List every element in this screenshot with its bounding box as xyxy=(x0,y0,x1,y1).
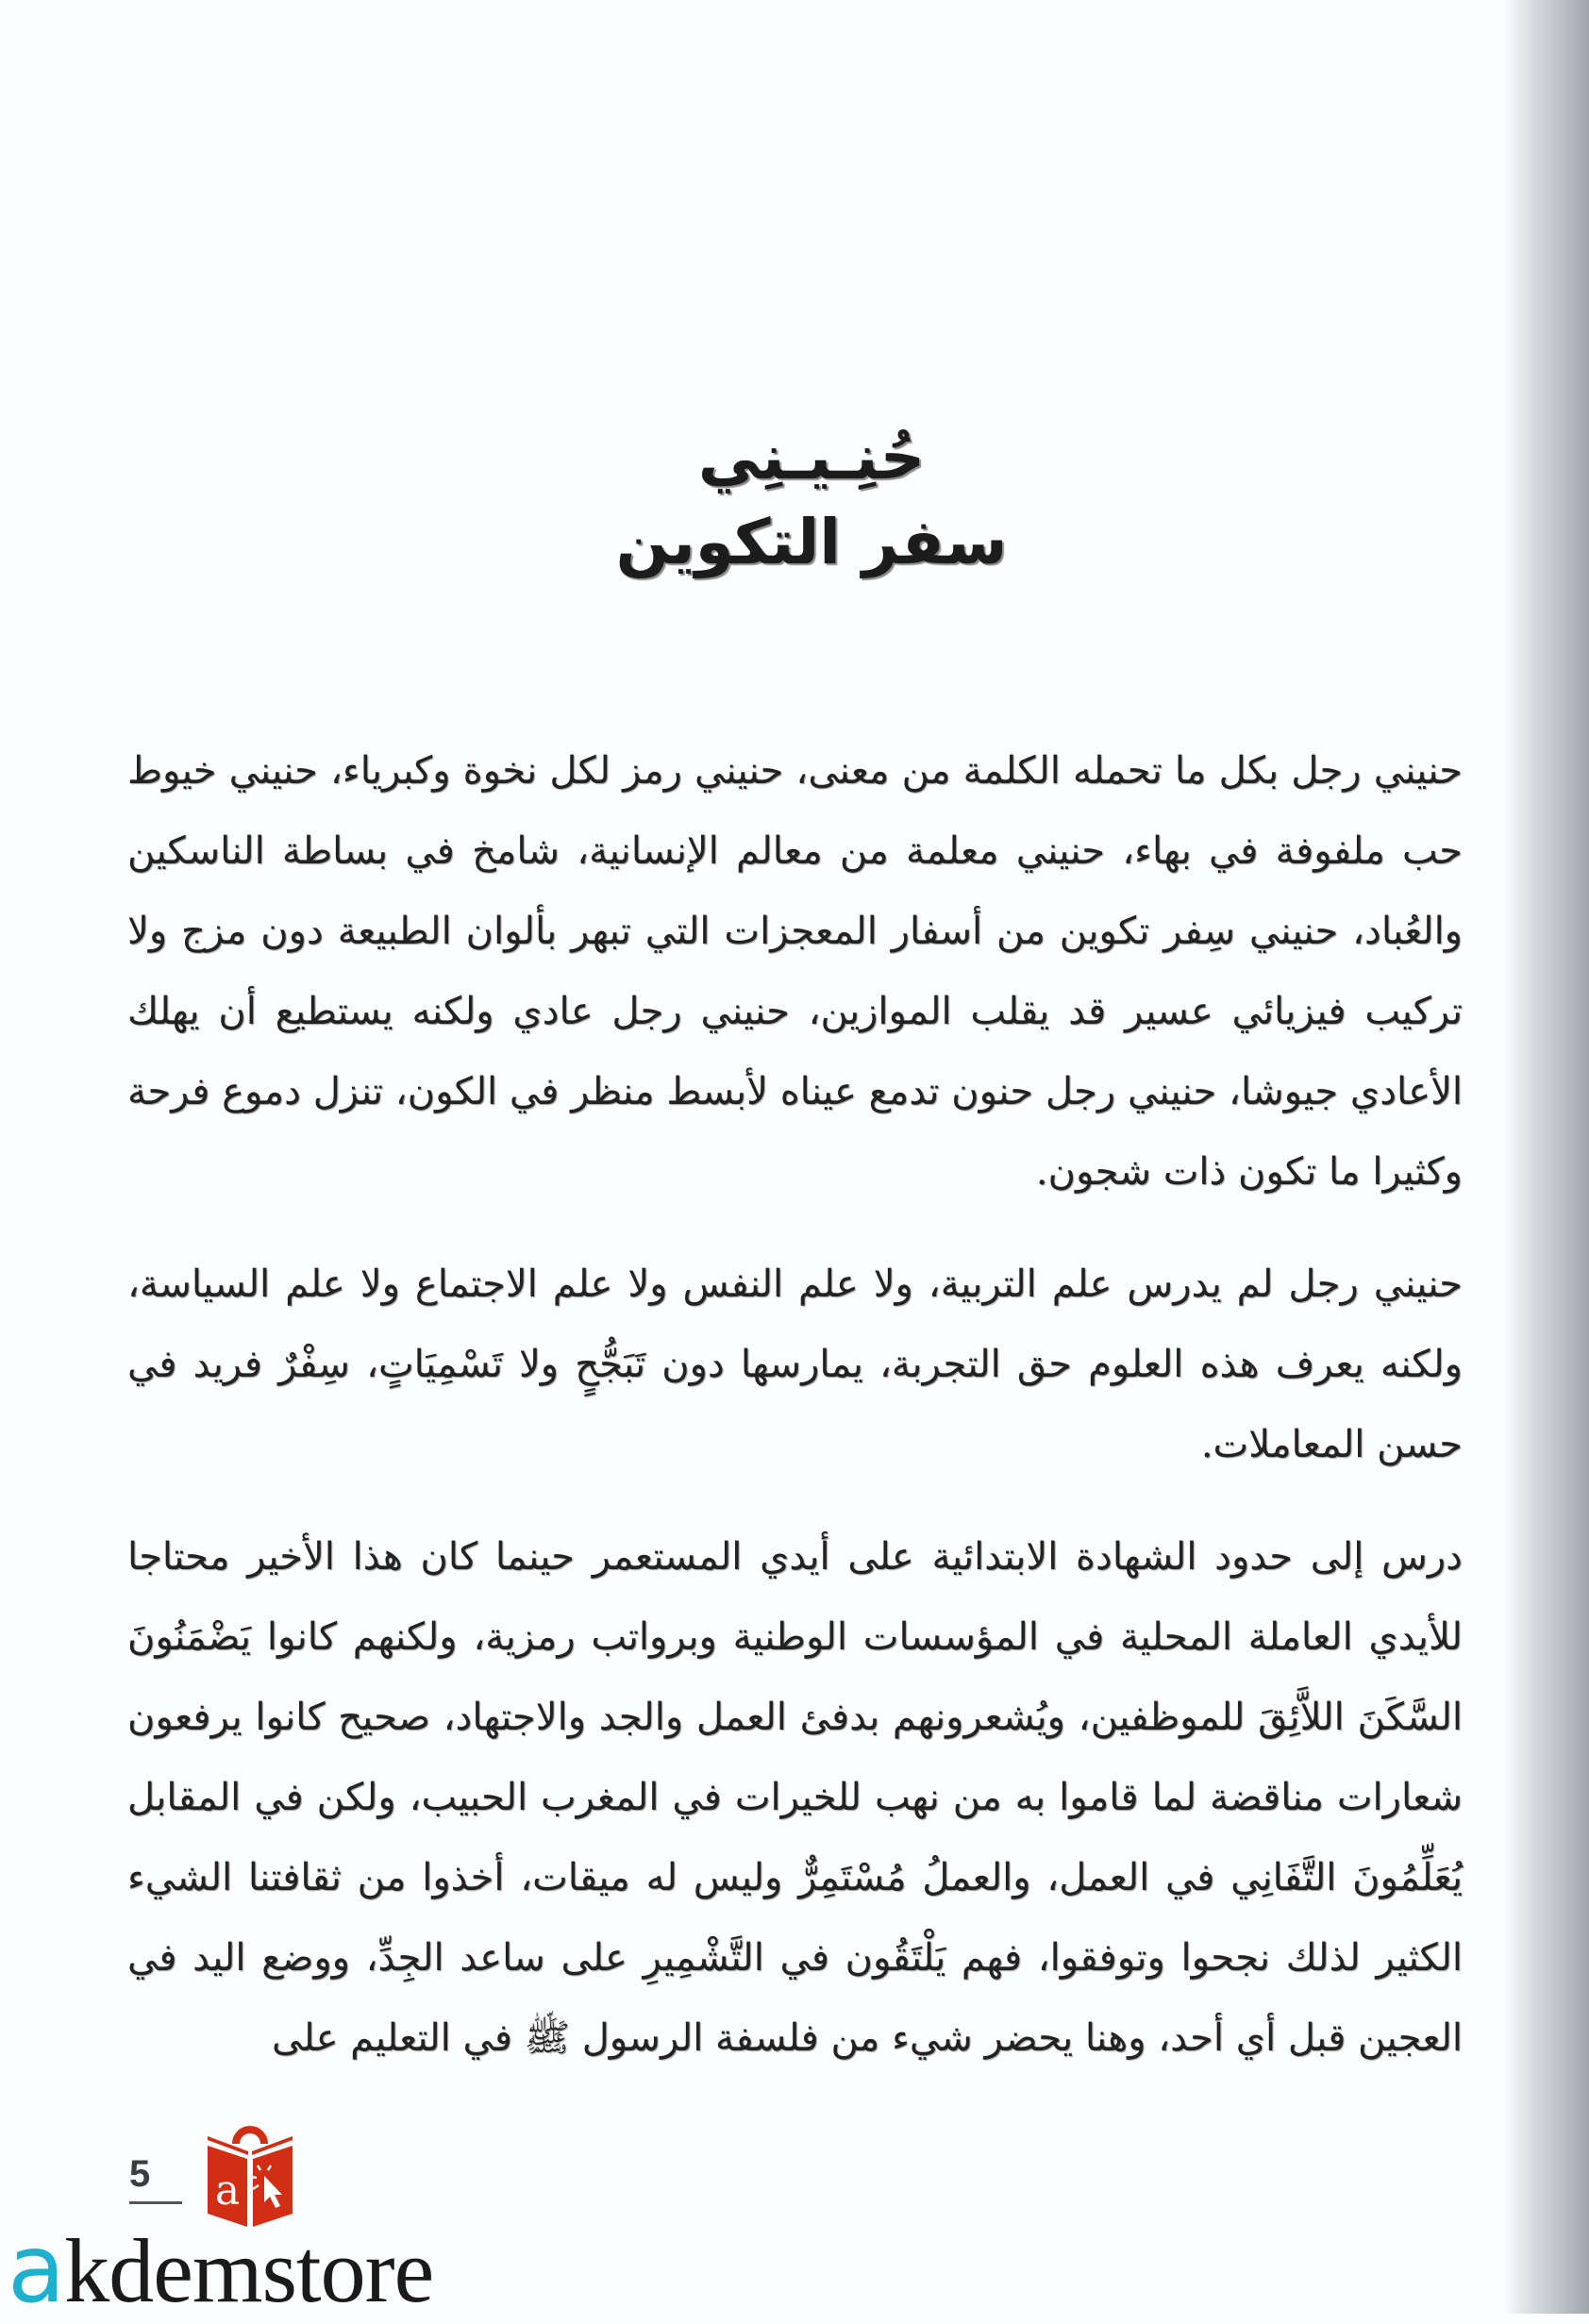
chapter-title xyxy=(547,415,1076,585)
chapter-title-name: حُنِـيـنِي xyxy=(697,421,926,493)
logo-wordmark-rest: kdemstore xyxy=(64,2220,434,2321)
page-number: 5 xyxy=(129,2153,151,2195)
page-binding-shadow xyxy=(1504,0,1589,2314)
paragraph: درس إلى حدود الشهادة الابتدائية على أيدي المستعمر حينما كان هذا الأخير محتاجا للأيدي العاملة المحلية في المؤسسات الوطنية وبرواتب رمزية، ولكنهم كانوا يَضْمَنُونَ السَّكَنَ اللاَّئِقَ للموظفين، ويُشعرونهم بدفئ العمل والجد والاجتهاد، صحيح كانوا يرفعون شعارات مناقضة لما قاموا به من نهب للخيرات في المغرب الحبيب، ولكن في المقابل يُعَلِّمُونَ التَّفَانِي في العمل، والعملُ مُسْتَمِرٌّ وليس له ميقات، أخذوا من ثقافتنا الشيء الكثير لذلك نجحوا وتوفقوا، فهم يَلْتَقُون في التَّشْمِيرِ على ساعد الجِدِّ، ووضع اليد في العجين قبل أي أحد، وهنا يحضر شيء من فلسفة الرسول ﷺ في التعليم على xyxy=(127,1535,1463,2060)
chapter-body xyxy=(127,731,1463,2111)
logo-wordmark-lead: a xyxy=(8,2214,65,2324)
page-number-rule xyxy=(129,2201,182,2204)
akdemstore-watermark-logo xyxy=(8,2214,434,2324)
paragraph: حنيني رجل بكل ما تحمله الكلمة من معنى، حنيني رمز لكل نخوة وكبرياء، حنيني خيوط حب ملفوفة في بهاء، حنيني معلمة من معالم الإنسانية، شامخ في بساطة الناسكين والعُباد، حنيني سِفر تكوين من أسفار المعجزات التي تبهر بألوان الطبيعة دون مزج ولا تركيب فيزيائي عسير قد يقلب الموازين، حنيني رجل عادي ولكنه يستطيع أن يهلك الأعادي جيوشا، حنيني رجل حنون تدمع عيناه لأبسط منظر في الكون، تنزل دموع فرحة وكثيرا ما تكون ذات شجون. xyxy=(127,749,1463,1194)
chapter-title-subtitle: سفر التكوين xyxy=(615,506,1008,578)
paragraph: حنيني رجل لم يدرس علم التربية، ولا علم النفس ولا علم الاجتماع ولا علم السياسة، ولكنه يعرف هذه العلوم حق التجربة، يمارسها دون تَبَجُّحٍ ولا تَسْمِيَاتٍ، سِفْرٌ فريد في حسن المعاملات. xyxy=(127,1262,1463,1466)
logo-letter: a xyxy=(214,2166,241,2215)
book-cart-logo-icon xyxy=(198,2123,302,2227)
